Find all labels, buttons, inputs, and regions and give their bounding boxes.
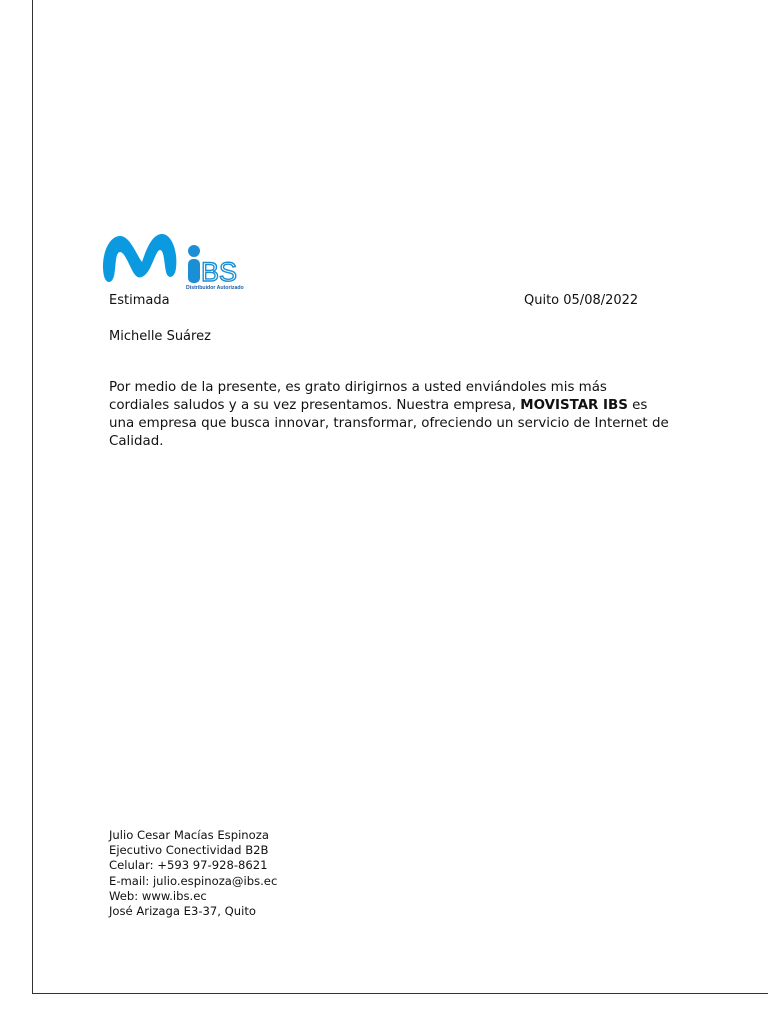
signature-phone: Celular: +593 97-928-8621 — [109, 858, 268, 873]
logo-graphic — [98, 228, 258, 292]
signature-title: Ejecutivo Conectividad B2B — [109, 843, 269, 858]
signature-address: José Arizaga E3-37, Quito — [109, 904, 256, 919]
greeting: Estimada — [109, 293, 170, 308]
ibs-letters: BS — [201, 257, 238, 287]
body-text-part2: es una empresa que busca innovar, transformar, ofreciendo un servicio de Internet de Calidad. — [109, 398, 669, 449]
letter-body — [109, 379, 669, 451]
signature-block — [109, 828, 277, 919]
body-text-part1: Por medio de la presente, es grato dirigirnos a usted enviándoles mis más cordiales saludos y a su vez presentamos. Nuestra empresa, — [109, 380, 607, 413]
signature-name: Julio Cesar Macías Espinoza — [109, 828, 269, 842]
signature-email: E-mail: julio.espinoza@ibs.ec — [109, 873, 278, 888]
signature-web: Web: www.ibs.ec — [109, 888, 207, 903]
company-name: MOVISTAR IBS — [520, 398, 628, 413]
movistar-ibs-logo — [98, 228, 258, 292]
ibs-dot-icon — [188, 245, 200, 257]
logo-tagline: Distribuidor Autorizado — [186, 285, 244, 291]
letter-date: Quito 05/08/2022 — [524, 293, 639, 308]
movistar-m-icon — [103, 234, 176, 282]
recipient-name: Michelle Suárez — [109, 329, 211, 344]
